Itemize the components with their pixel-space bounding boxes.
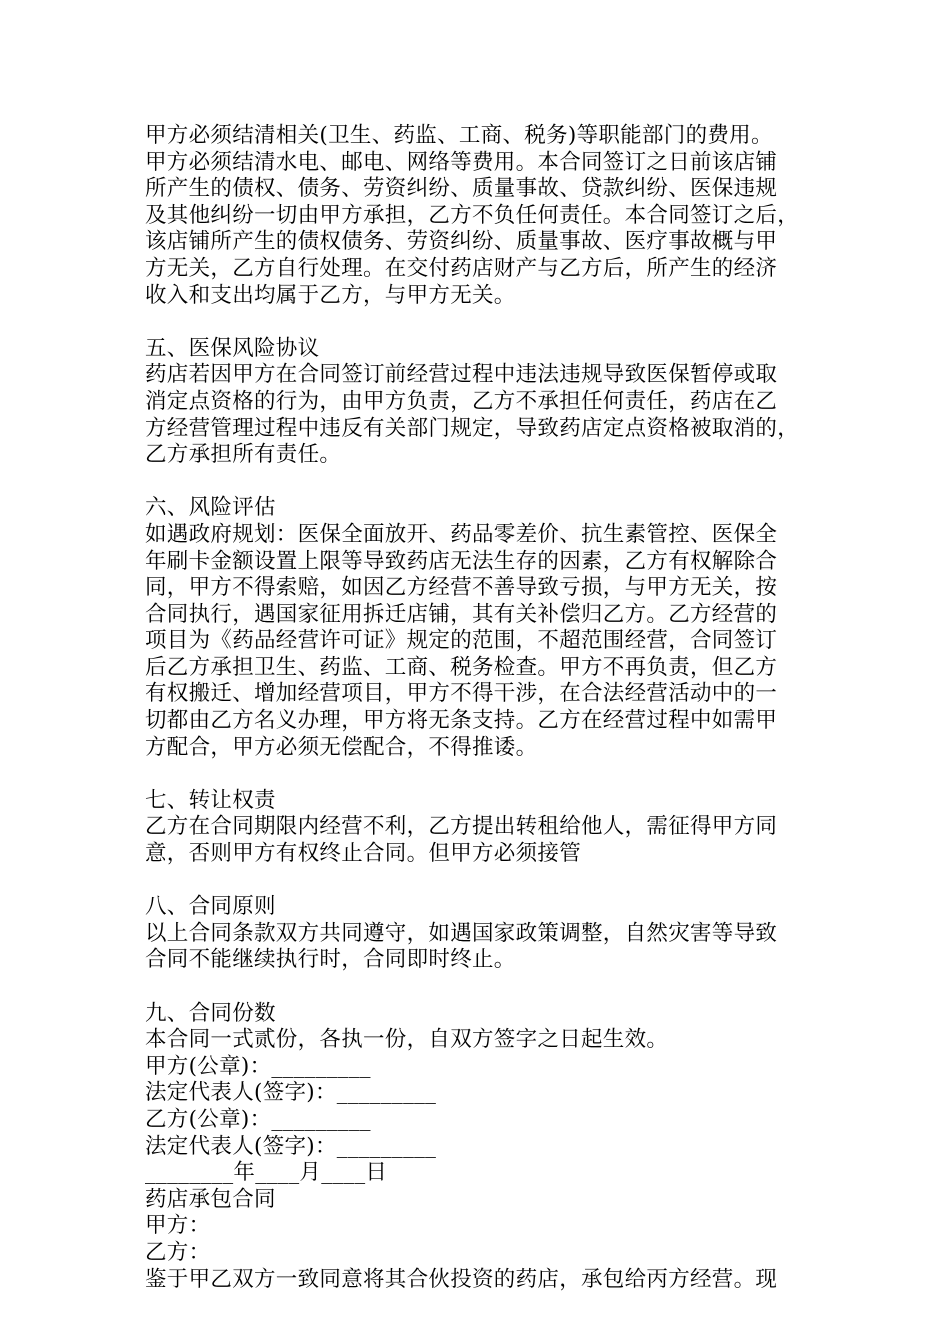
- text-line: 如遇政府规划：医保全面放开、药品零差价、抗生素管控、医保全: [145, 521, 778, 547]
- paragraph-gap: [145, 469, 825, 496]
- party-a-label: 甲方：: [145, 1213, 211, 1239]
- text-line: 以上合同条款双方共同遵守，如遇国家政策调整，自然灾害等导致: [145, 920, 778, 946]
- text-line: 年刷卡金额设置上限等导致药店无法生存的因素，乙方有权解除合: [145, 548, 778, 574]
- party-a-representative-signature-line: 法定代表人(签字)：_________: [145, 1080, 437, 1106]
- contract-title: 药店承包合同: [145, 1186, 276, 1212]
- party-a-seal-line: 甲方(公章)：_________: [145, 1053, 371, 1079]
- section-contract-principles: [145, 894, 825, 974]
- text-line: 及其他纠纷一切由甲方承担，乙方不负任何责任。本合同签订之后，: [145, 202, 800, 228]
- party-b-representative-signature-line: 法定代表人(签字)：_________: [145, 1133, 437, 1159]
- section-heading: 五、医保风险协议: [145, 335, 320, 361]
- section-heading: 六、风险评估: [145, 495, 276, 521]
- section-heading: 九、合同份数: [145, 1000, 276, 1026]
- text-line: 合同不能继续执行时，合同即时终止。: [145, 947, 516, 973]
- section-risk-assessment: [145, 495, 825, 761]
- text-line: 本合同一式贰份，各执一份，自双方签字之日起生效。: [145, 1027, 669, 1053]
- section-heading: 八、合同原则: [145, 894, 276, 920]
- text-line: 乙方承担所有责任。: [145, 442, 342, 468]
- text-line: 方配合，甲方必须无偿配合，不得推诿。: [145, 734, 538, 760]
- text-line: 药店若因甲方在合同签订前经营过程中违法违规导致医保暂停或取: [145, 362, 778, 388]
- paragraph-gap: [145, 868, 825, 895]
- paragraph-gap: [145, 309, 825, 336]
- text-line: 合同执行，遇国家征用拆迁店铺，其有关补偿归乙方。乙方经营的: [145, 601, 778, 627]
- section-contract-copies: [145, 1001, 825, 1294]
- section-medical-insurance-risk: [145, 336, 825, 469]
- text-line: 甲方必须结清相关(卫生、药监、工商、税务)等职能部门的费用。: [145, 123, 773, 148]
- document-page: [145, 123, 825, 1293]
- paragraph-gap: [145, 974, 825, 1001]
- text-line: 同，甲方不得索赔，如因乙方经营不善导致亏损，与甲方无关，按: [145, 575, 778, 601]
- paragraph-intro: [145, 123, 825, 309]
- text-line: 鉴于甲乙双方一致同意将其合伙投资的药店，承包给丙方经营。现: [145, 1266, 778, 1292]
- text-line: 方经营管理过程中违反有关部门规定，导致药店定点资格被取消的，: [145, 415, 800, 441]
- section-transfer-rights: [145, 788, 825, 868]
- text-line: 方无关，乙方自行处理。在交付药店财产与乙方后，所产生的经济: [145, 255, 778, 281]
- text-line: 消定点资格的行为，由甲方负责，乙方不承担任何责任，药店在乙: [145, 388, 778, 414]
- text-line: 有权搬迁、增加经营项目，甲方不得干涉，在合法经营活动中的一: [145, 681, 778, 707]
- section-heading: 七、转让权责: [145, 787, 276, 813]
- text-line: 所产生的债权、债务、劳资纠纷、质量事故、贷款纠纷、医保违规: [145, 176, 778, 202]
- paragraph-gap: [145, 761, 825, 788]
- text-line: 项目为《药品经营许可证》规定的范围，不超范围经营，合同签订: [145, 628, 778, 654]
- text-line: 该店铺所产生的债权债务、劳资纠纷、质量事故、医疗事故概与甲: [145, 229, 778, 255]
- text-line: 甲方必须结清水电、邮电、网络等费用。本合同签订之日前该店铺: [145, 149, 778, 175]
- party-b-seal-line: 乙方(公章)：_________: [145, 1106, 371, 1132]
- text-line: 收入和支出均属于乙方，与甲方无关。: [145, 282, 516, 308]
- date-line: ________年____月____日: [145, 1160, 388, 1186]
- text-line: 后乙方承担卫生、药监、工商、税务检查。甲方不再负责，但乙方: [145, 654, 778, 680]
- text-line: 意，否则甲方有权终止合同。但甲方必须接管: [145, 841, 582, 867]
- text-line: 切都由乙方名义办理，甲方将无条支持。乙方在经营过程中如需甲: [145, 708, 778, 734]
- text-line: 乙方在合同期限内经营不利，乙方提出转租给他人，需征得甲方同: [145, 814, 778, 840]
- party-b-label: 乙方：: [145, 1239, 211, 1265]
